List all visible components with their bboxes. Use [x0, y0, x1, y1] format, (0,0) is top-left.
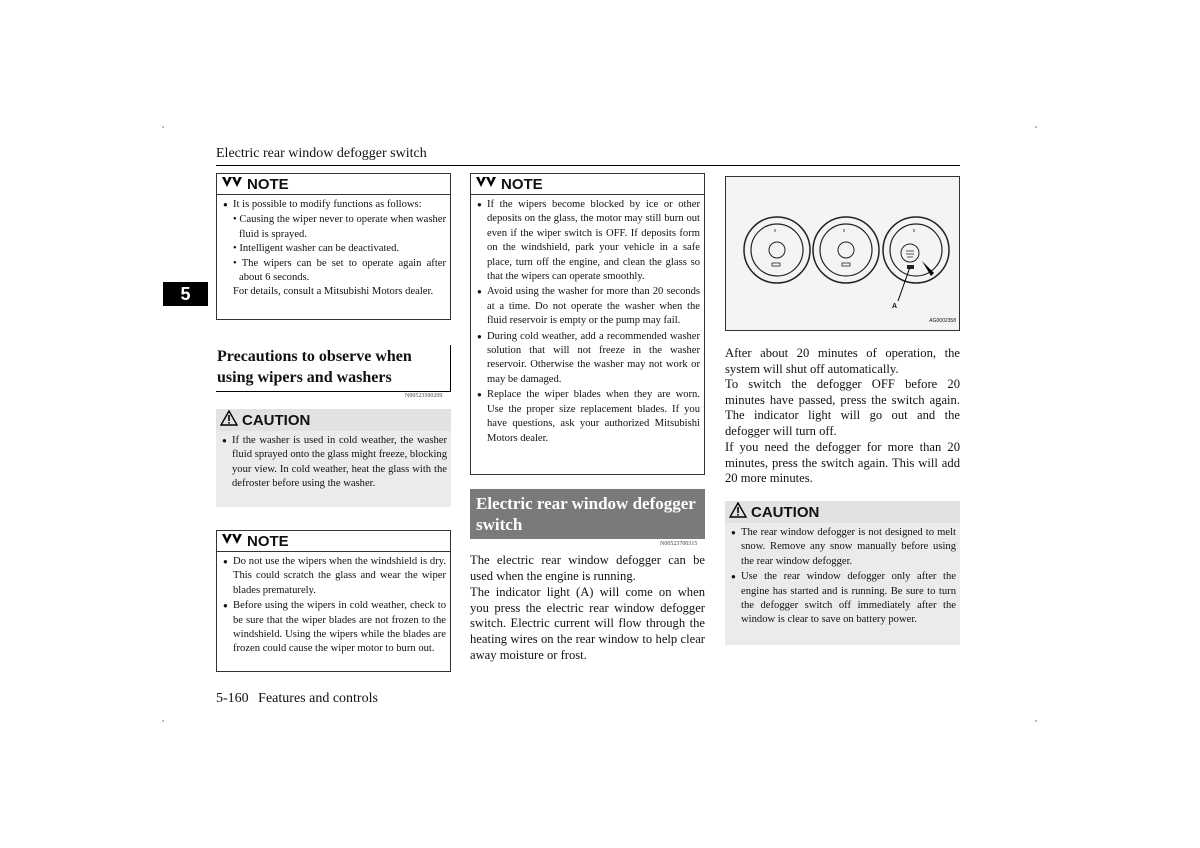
defogger-paragraph-4: To switch the defogger OFF before 20 minutes have passed, press the switch again. The indicator light will go out and the defogger will turn off.	[725, 377, 960, 439]
switch-panel-illustration	[726, 177, 959, 330]
note-label: NOTE	[247, 532, 289, 550]
note-item: ● Before using the wipers in cold weather, check to be sure that the wiper blades are not frozen to the windshield. Using the wipers while the blades are frozen could cause the wiper motor to burn out.	[223, 599, 446, 657]
section-heading-defogger: Electric rear window defogger switch	[470, 489, 705, 539]
defogger-paragraph-2: The indicator light (A) will come on when you press the electric rear window defogger switch. Electric current will flow through the heating wires on the rear window to help clear away moisture or frost.	[470, 585, 705, 662]
note-icon	[221, 532, 243, 550]
caution-header	[725, 501, 960, 523]
reference-code: N00523500209	[405, 393, 443, 399]
note-item: ● Avoid using the washer for more than 20 seconds at a time. Do not operate the washer when the fluid reservoir is empty or the pump may fail.	[477, 285, 700, 328]
heading-rule	[216, 391, 451, 392]
heading-rule	[450, 345, 451, 391]
footer-section-title: Features and controls	[258, 691, 378, 706]
note-label: NOTE	[247, 175, 289, 193]
defogger-paragraph-5: If you need the defogger for more than 20 minutes, press the switch again. This will add 20 more minutes.	[725, 440, 960, 486]
note-box-wiper-blocked	[470, 173, 705, 475]
note-box-dry-windshield	[216, 530, 451, 672]
note-header	[471, 174, 704, 195]
chapter-tab: 5	[163, 282, 208, 306]
note-box-modify-functions	[216, 173, 451, 320]
reference-code: N00523700315	[660, 541, 698, 547]
section-heading-precautions: Precautions to observe when using wipers and washers	[217, 348, 412, 386]
figure-code: AG0002358	[929, 318, 956, 324]
caution-item: ● Use the rear window defogger only after the engine has started and is running. Be sure to turn the defogger switch off immediately after the window is clear to save on battery power.	[731, 570, 956, 628]
crop-mark	[162, 720, 164, 722]
caution-header	[216, 409, 451, 431]
caution-item: ● The rear window defogger is not designed to melt snow. Remove any snow manually before using the rear window defogger.	[731, 526, 956, 569]
caution-label: CAUTION	[751, 503, 820, 521]
defogger-paragraph-3: After about 20 minutes of operation, the system will shut off automatically.	[725, 346, 960, 376]
caution-label: CAUTION	[242, 411, 311, 429]
crop-mark	[1035, 126, 1037, 128]
defogger-switch-figure	[725, 176, 960, 331]
page-number: 5-160	[216, 691, 249, 706]
warning-triangle-icon	[729, 502, 747, 522]
caution-box-defogger	[725, 501, 960, 645]
crop-mark	[162, 126, 164, 128]
note-item: ● If the wipers become blocked by ice or other deposits on the glass, the motor may still burn out even if the wiper switch is OFF. If deposits form on the windshield, park your vehicle in a safe place, turn off the engine, and clean the glass so that the wipers can operate smoothly.	[477, 198, 700, 284]
note-subitem: • Causing the wiper never to operate when washer fluid is sprayed.	[233, 214, 446, 240]
crop-mark	[1035, 720, 1037, 722]
page-footer	[216, 691, 378, 707]
note-item: ● Do not use the wipers when the windshield is dry. This could scratch the glass and wear the wiper blades prematurely.	[223, 555, 446, 598]
header-rule	[216, 165, 960, 166]
note-header	[217, 174, 450, 195]
note-subitem: • The wipers can be set to operate again after about 6 seconds.	[233, 257, 446, 284]
note-item: ● Replace the wiper blades when they are worn. Use the proper size replacement blades. If you have questions, ask your authorized Mitsubishi Motors dealer.	[477, 388, 700, 446]
note-icon	[475, 175, 497, 193]
caution-box-cold-washer	[216, 409, 451, 507]
note-subitem: • Intelligent washer can be deactivated.	[233, 243, 400, 255]
indicator-callout-label: A	[892, 303, 898, 310]
note-intro: ● It is possible to modify functions as follows:	[223, 198, 446, 212]
warning-triangle-icon	[220, 410, 238, 430]
caution-item: ● If the washer is used in cold weather, the washer fluid sprayed onto the glass might freeze, blocking your view. In cold weather, heat the glass with the defroster before using the washer.	[222, 434, 447, 492]
defogger-paragraph-1: The electric rear window defogger can be used when the engine is running.	[470, 553, 705, 583]
note-label: NOTE	[501, 175, 543, 193]
note-tail: For details, consult a Mitsubishi Motors dealer.	[233, 286, 434, 298]
note-item: ● During cold weather, add a recommended washer solution that will not freeze in the washer reservoir. Otherwise the washer may not work or may be damaged.	[477, 330, 700, 388]
note-header	[217, 531, 450, 552]
note-icon	[221, 175, 243, 193]
running-header: Electric rear window defogger switch	[216, 146, 427, 161]
